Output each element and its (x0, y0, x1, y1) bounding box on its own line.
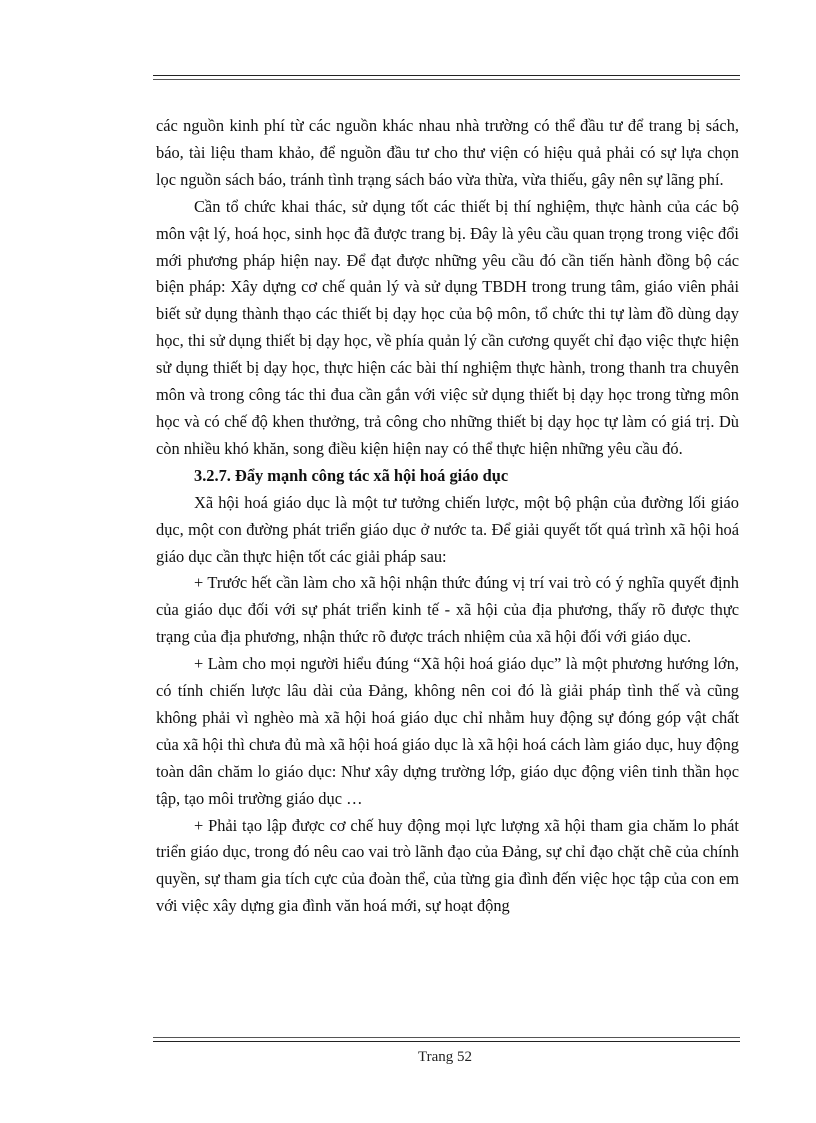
paragraph-measure-understanding: + Làm cho mọi người hiểu đúng “Xã hội hoá giáo dục” là một phương hướng lớn, có tính chiến lược lâu dài của Đảng, không nên coi đó là giải pháp tình thế và cũng không phải vì nghèo mà xã hội hoá giáo dục chỉ nhằm huy động sự đóng góp vật chất của xã hội thì chưa đủ mà xã hội hoá giáo dục là xã hội hoá cách làm giáo dục, huy động toàn dân chăm lo giáo dục: Như xây dựng trường lớp, giáo dục động viên tinh thần học tập, tạo môi trường giáo dục … (156, 654, 739, 808)
paragraph-measure-mechanism: + Phải tạo lập được cơ chế huy động mọi lực lượng xã hội tham gia chăm lo phát triển giáo dục, trong đó nêu cao vai trò lãnh đạo của Đảng, sự chỉ đạo chặt chẽ của chính quyền, sự tham gia tích cực của đoàn thể, của từng gia đình đến việc học tập của con em với việc xây dựng gia đình văn hoá mới, sự hoạt động (156, 815, 739, 916)
header-rule-top (153, 75, 740, 76)
header-rule-bottom (153, 79, 740, 80)
paragraph-equipment: Cần tổ chức khai thác, sử dụng tốt các thiết bị thí nghiệm, thực hành của các bộ môn vật lý, hoá học, sinh học đã được trang bị. Đây là yêu cầu quan trọng trong việc đổi mới phương pháp hiện nay. Để đạt được những yêu cầu đó cần tiến hành đồng bộ các biện pháp: Xây dựng cơ chế quản lý và sử dụng TBDH trong trung tâm, giáo viên phải biết sử dụng thành thạo các thiết bị dạy học của bộ môn, tổ chức thi tự làm đồ dùng dạy học, thi sử dụng thiết bị dạy học, về phía quản lý cần cương quyết chỉ đạo việc thực hiện sử dụng thiết bị dạy học, thực hiện các bài thí nghiệm thực hành, trong thanh tra chuyên môn và trong công tác thi đua cần gắn với việc sử dụng thiết bị dạy học trong từng môn học và có chế độ khen thưởng, trả công cho những thiết bị dạy học tự làm có giá trị. Dù còn nhiều khó khăn, song điều kiện hiện nay có thể thực hiện những yêu cầu đó. (156, 196, 739, 458)
footer-rule-top (153, 1037, 740, 1038)
section-heading-3-2-7: 3.2.7. Đẩy mạnh công tác xã hội hoá giáo dục (194, 465, 509, 485)
paragraph-continuation: các nguồn kinh phí từ các nguồn khác nhau nhà trường có thể đầu tư để trang bị sách, báo, tài liệu tham khảo, để nguồn đầu tư cho thư viện có hiệu quả phải có sự lựa chọn lọc nguồn sách báo, tránh tình trạng sách báo vừa thừa, vừa thiếu, gây nên sự lãng phí. (156, 116, 739, 189)
page-number: Trang 52 (417, 1049, 473, 1065)
footer-rule-bottom (153, 1041, 740, 1042)
page-body (156, 113, 739, 920)
paragraph-socialization-intro: Xã hội hoá giáo dục là một tư tưởng chiến lược, một bộ phận của đường lối giáo dục, một con đường phát triển giáo dục ở nước ta. Để giải quyết tốt quá trình xã hội hoá giáo dục cần thực hiện tốt các giải pháp sau: (156, 492, 739, 566)
paragraph-measure-awareness: + Trước hết cần làm cho xã hội nhận thức đúng vị trí vai trò có ý nghĩa quyết định của giáo dục đối với sự phát triển kinh tế - xã hội của địa phương, thấy rõ được thực trạng của địa phương, nhận thức rõ được trách nhiệm của xã hội đối với giáo dục. (156, 573, 739, 647)
